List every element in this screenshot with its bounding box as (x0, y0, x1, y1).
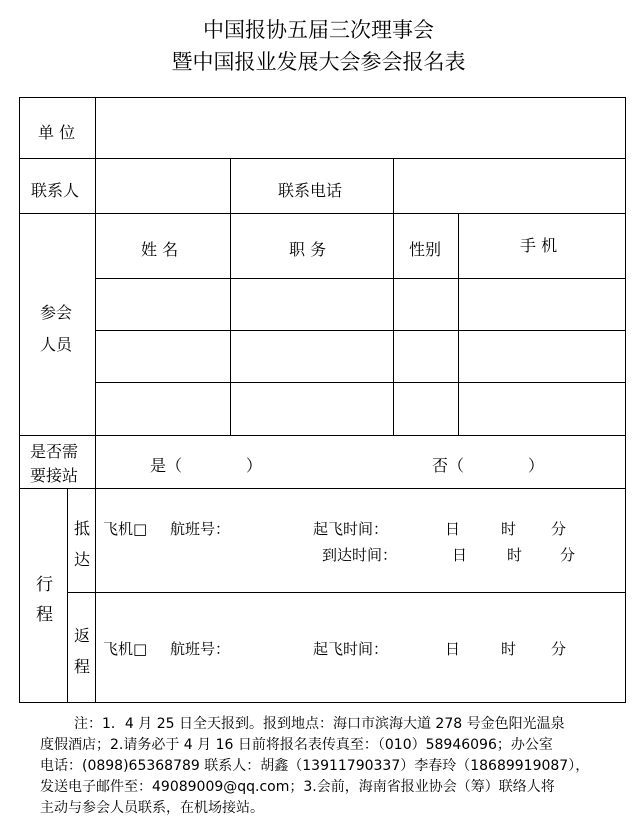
return-label-1: 返 (74, 626, 91, 645)
contact-input[interactable] (96, 159, 230, 213)
attendees-label-1: 参会 (40, 303, 73, 322)
return-plane-checkbox[interactable]: 飞机□ (103, 640, 148, 658)
note-line-1: 注：1．4 月 25 日全天报到。报到地点：海口市滨海大道 278 号金色阳光温泉 (74, 716, 565, 732)
itinerary-label-1: 行 (36, 575, 53, 595)
return-depart-time-label: 起飞时间： (313, 640, 389, 658)
arrive-arrival-time-label: 到达时间： (322, 546, 398, 564)
arrive-arrival-day: 日 (452, 546, 468, 564)
pickup-yes-option[interactable]: 是（ ） (150, 456, 263, 475)
arrive-label-1: 抵 (74, 519, 91, 538)
contact-label: 联系人 (31, 181, 80, 200)
contact-phone-label: 联系电话 (278, 181, 343, 200)
contact-phone-input[interactable] (394, 159, 625, 213)
unit-input[interactable] (96, 98, 625, 158)
unit-label: 单 位 (38, 123, 76, 142)
arrive-depart-hour: 时 (501, 520, 517, 538)
title-line-1: 中国报协五届三次理事会 (203, 18, 434, 42)
return-depart-minute: 分 (551, 640, 567, 658)
note-line-3: 电话：(0898)65368789 联系人：胡鑫（13911790337）李春玲（18689919087）， (40, 758, 590, 774)
pickup-no-option[interactable]: 否（ ） (432, 456, 545, 475)
itinerary-label-2: 程 (36, 605, 53, 625)
return-flight-no-label: 航班号： (170, 640, 231, 658)
note-line-2: 度假酒店；2.请务必于 4 月 16 日前将报名表传真至：（010）58946096；办公室 (40, 737, 553, 753)
arrive-depart-day: 日 (445, 520, 461, 538)
registration-note (40, 714, 620, 819)
arrive-depart-minute: 分 (551, 520, 567, 538)
return-label-2: 程 (74, 657, 91, 676)
column-header-name: 姓 名 (141, 240, 179, 259)
column-header-gender: 性别 (409, 240, 442, 259)
title-line-2: 暨中国报业发展大会参会报名表 (171, 50, 466, 74)
arrive-flight-no-label: 航班号： (170, 520, 231, 538)
arrive-depart-time-label: 起飞时间： (313, 520, 389, 538)
arrive-arrival-hour: 时 (507, 546, 523, 564)
pickup-label-2: 要接站 (30, 466, 79, 485)
arrive-label-2: 达 (74, 550, 91, 569)
return-depart-day: 日 (445, 640, 461, 658)
arrive-arrival-minute: 分 (560, 546, 576, 564)
note-line-4: 发送电子邮件至：49089009@qq.com；3.会前，海南省报业协会（筹）联络人将 (40, 779, 555, 795)
arrive-plane-checkbox[interactable]: 飞机□ (103, 520, 148, 538)
return-depart-hour: 时 (501, 640, 517, 658)
column-header-mobile: 手 机 (520, 236, 558, 255)
attendees-label-2: 人员 (40, 335, 73, 354)
pickup-label-1: 是否需 (30, 442, 79, 461)
column-header-position: 职 务 (289, 240, 327, 259)
note-line-5: 主动与参会人员联系，在机场接站。 (40, 800, 264, 816)
